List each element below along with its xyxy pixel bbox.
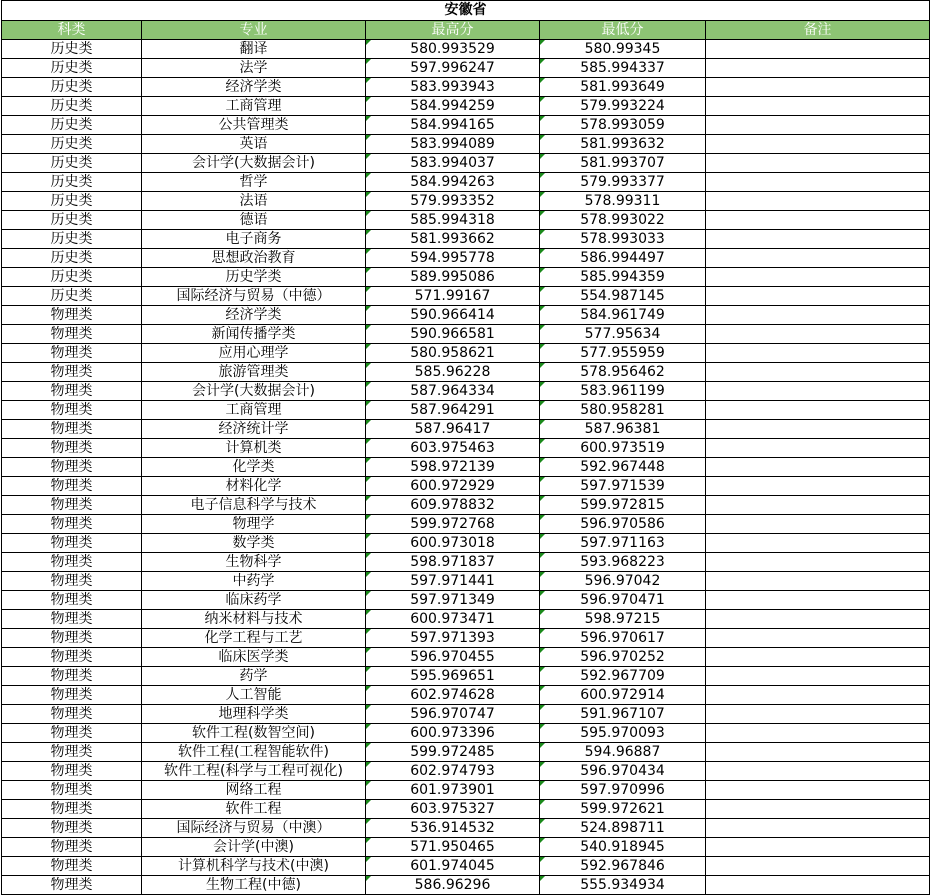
table-row — [2, 534, 930, 553]
category-cell[interactable]: 历史类 — [2, 78, 142, 97]
major-cell[interactable]: 软件工程(工程智能软件) — [142, 743, 366, 762]
max-score-cell[interactable]: 536.914532 — [366, 819, 540, 838]
major-cell[interactable]: 思想政治教育 — [142, 249, 366, 268]
min-score-cell[interactable]: 540.918945 — [540, 838, 706, 857]
min-score-cell[interactable]: 597.970996 — [540, 781, 706, 800]
min-score-cell[interactable]: 585.994359 — [540, 268, 706, 287]
table-row — [2, 800, 930, 819]
max-score-cell[interactable]: 581.993662 — [366, 230, 540, 249]
remarks-cell[interactable] — [706, 40, 930, 59]
min-score-cell[interactable]: 597.971539 — [540, 477, 706, 496]
major-cell[interactable]: 国际经济与贸易（中澳） — [142, 819, 366, 838]
category-cell[interactable]: 物理类 — [2, 363, 142, 382]
major-cell[interactable]: 化学工程与工艺 — [142, 629, 366, 648]
min-score-cell[interactable]: 596.970434 — [540, 762, 706, 781]
category-cell[interactable]: 历史类 — [2, 173, 142, 192]
min-score-cell[interactable]: 581.993707 — [540, 154, 706, 173]
category-cell[interactable]: 物理类 — [2, 876, 142, 895]
remarks-cell[interactable] — [706, 401, 930, 420]
category-cell[interactable]: 物理类 — [2, 534, 142, 553]
remarks-cell[interactable] — [706, 420, 930, 439]
remarks-cell[interactable] — [706, 857, 930, 876]
min-score-cell[interactable]: 599.972815 — [540, 496, 706, 515]
max-score-cell[interactable]: 603.975327 — [366, 800, 540, 819]
max-score-cell[interactable]: 583.993943 — [366, 78, 540, 97]
table-row — [2, 230, 930, 249]
max-score-cell[interactable]: 580.958621 — [366, 344, 540, 363]
max-score-cell[interactable]: 600.973471 — [366, 610, 540, 629]
table-row — [2, 97, 930, 116]
table-row — [2, 420, 930, 439]
remarks-cell[interactable] — [706, 230, 930, 249]
category-cell[interactable]: 物理类 — [2, 401, 142, 420]
major-cell[interactable]: 经济统计学 — [142, 420, 366, 439]
remarks-cell[interactable] — [706, 667, 930, 686]
category-cell[interactable]: 历史类 — [2, 59, 142, 78]
category-cell[interactable]: 历史类 — [2, 116, 142, 135]
major-cell[interactable]: 公共管理类 — [142, 116, 366, 135]
max-score-cell[interactable]: 571.950465 — [366, 838, 540, 857]
table-row — [2, 762, 930, 781]
table-row — [2, 876, 930, 895]
table-body — [2, 40, 930, 895]
max-score-cell[interactable]: 601.974045 — [366, 857, 540, 876]
max-score-cell[interactable]: 580.993529 — [366, 40, 540, 59]
major-cell[interactable]: 经济学类 — [142, 306, 366, 325]
major-cell[interactable]: 网络工程 — [142, 781, 366, 800]
table-row — [2, 59, 930, 78]
remarks-cell[interactable] — [706, 496, 930, 515]
min-score-cell[interactable]: 587.96381 — [540, 420, 706, 439]
table-row — [2, 382, 930, 401]
max-score-cell[interactable]: 598.972139 — [366, 458, 540, 477]
header-major[interactable]: 专业 — [142, 21, 366, 40]
major-cell[interactable]: 软件工程(数智空间) — [142, 724, 366, 743]
max-score-cell[interactable]: 596.970747 — [366, 705, 540, 724]
table-row — [2, 439, 930, 458]
remarks-cell[interactable] — [706, 306, 930, 325]
major-cell[interactable]: 材料化学 — [142, 477, 366, 496]
category-cell[interactable]: 物理类 — [2, 439, 142, 458]
min-score-cell[interactable]: 555.934934 — [540, 876, 706, 895]
min-score-cell[interactable]: 597.971163 — [540, 534, 706, 553]
table-row — [2, 154, 930, 173]
major-cell[interactable]: 法学 — [142, 59, 366, 78]
category-cell[interactable]: 物理类 — [2, 325, 142, 344]
min-score-cell[interactable]: 596.970252 — [540, 648, 706, 667]
min-score-cell[interactable]: 596.970617 — [540, 629, 706, 648]
remarks-cell[interactable] — [706, 268, 930, 287]
max-score-cell[interactable]: 597.971441 — [366, 572, 540, 591]
header-min-score[interactable]: 最低分 — [540, 21, 706, 40]
remarks-cell[interactable] — [706, 97, 930, 116]
max-score-cell[interactable]: 571.99167 — [366, 287, 540, 306]
remarks-cell[interactable] — [706, 724, 930, 743]
table-row — [2, 477, 930, 496]
min-score-cell[interactable]: 584.961749 — [540, 306, 706, 325]
max-score-cell[interactable]: 603.975463 — [366, 439, 540, 458]
category-cell[interactable]: 历史类 — [2, 135, 142, 154]
category-cell[interactable]: 物理类 — [2, 515, 142, 534]
remarks-cell[interactable] — [706, 192, 930, 211]
remarks-cell[interactable] — [706, 325, 930, 344]
remarks-cell[interactable] — [706, 705, 930, 724]
major-cell[interactable]: 应用心理学 — [142, 344, 366, 363]
major-cell[interactable]: 会计学(大数据会计) — [142, 154, 366, 173]
min-score-cell[interactable]: 599.972621 — [540, 800, 706, 819]
header-category[interactable]: 科类 — [2, 21, 142, 40]
major-cell[interactable]: 生物工程(中德) — [142, 876, 366, 895]
min-score-cell[interactable]: 592.967448 — [540, 458, 706, 477]
min-score-cell[interactable]: 578.993059 — [540, 116, 706, 135]
remarks-cell[interactable] — [706, 173, 930, 192]
max-score-cell[interactable]: 597.996247 — [366, 59, 540, 78]
max-score-cell[interactable]: 609.978832 — [366, 496, 540, 515]
max-score-cell[interactable]: 583.994089 — [366, 135, 540, 154]
table-row — [2, 610, 930, 629]
category-cell[interactable]: 物理类 — [2, 458, 142, 477]
major-cell[interactable]: 法语 — [142, 192, 366, 211]
max-score-cell[interactable]: 599.972485 — [366, 743, 540, 762]
table-row — [2, 40, 930, 59]
category-cell[interactable]: 物理类 — [2, 800, 142, 819]
table-row — [2, 515, 930, 534]
remarks-cell[interactable] — [706, 781, 930, 800]
min-score-cell[interactable]: 591.967107 — [540, 705, 706, 724]
major-cell[interactable]: 会计学(中澳) — [142, 838, 366, 857]
max-score-cell[interactable]: 600.973018 — [366, 534, 540, 553]
max-score-cell[interactable]: 585.994318 — [366, 211, 540, 230]
min-score-cell[interactable]: 580.958281 — [540, 401, 706, 420]
major-cell[interactable]: 英语 — [142, 135, 366, 154]
max-score-cell[interactable]: 596.970455 — [366, 648, 540, 667]
max-score-cell[interactable]: 590.966581 — [366, 325, 540, 344]
max-score-cell[interactable]: 602.974628 — [366, 686, 540, 705]
remarks-cell[interactable] — [706, 135, 930, 154]
table-row — [2, 838, 930, 857]
min-score-cell[interactable]: 596.970471 — [540, 591, 706, 610]
min-score-cell[interactable]: 593.968223 — [540, 553, 706, 572]
min-score-cell[interactable]: 577.95634 — [540, 325, 706, 344]
category-cell[interactable]: 物理类 — [2, 743, 142, 762]
category-cell[interactable]: 物理类 — [2, 572, 142, 591]
min-score-cell[interactable]: 579.993377 — [540, 173, 706, 192]
major-cell[interactable]: 工商管理 — [142, 97, 366, 116]
remarks-cell[interactable] — [706, 648, 930, 667]
table-row — [2, 192, 930, 211]
major-cell[interactable]: 经济学类 — [142, 78, 366, 97]
category-cell[interactable]: 物理类 — [2, 667, 142, 686]
remarks-cell[interactable] — [706, 876, 930, 895]
major-cell[interactable]: 纳米材料与技术 — [142, 610, 366, 629]
major-cell[interactable]: 物理学 — [142, 515, 366, 534]
major-cell[interactable]: 新闻传播学类 — [142, 325, 366, 344]
major-cell[interactable]: 历史学类 — [142, 268, 366, 287]
max-score-cell[interactable]: 587.96417 — [366, 420, 540, 439]
table-row — [2, 591, 930, 610]
score-table — [1, 0, 930, 895]
max-score-cell[interactable]: 597.971393 — [366, 629, 540, 648]
category-cell[interactable]: 历史类 — [2, 249, 142, 268]
min-score-cell[interactable]: 592.967846 — [540, 857, 706, 876]
max-score-cell[interactable]: 595.969651 — [366, 667, 540, 686]
table-row — [2, 648, 930, 667]
table-row — [2, 325, 930, 344]
major-cell[interactable]: 人工智能 — [142, 686, 366, 705]
major-cell[interactable]: 软件工程(科学与工程可视化) — [142, 762, 366, 781]
major-cell[interactable]: 药学 — [142, 667, 366, 686]
table-row — [2, 496, 930, 515]
remarks-cell[interactable] — [706, 515, 930, 534]
max-score-cell[interactable]: 598.971837 — [366, 553, 540, 572]
major-cell[interactable]: 旅游管理类 — [142, 363, 366, 382]
category-cell[interactable]: 物理类 — [2, 762, 142, 781]
major-cell[interactable]: 生物科学 — [142, 553, 366, 572]
category-cell[interactable]: 物理类 — [2, 591, 142, 610]
max-score-cell[interactable]: 586.96296 — [366, 876, 540, 895]
min-score-cell[interactable]: 578.993033 — [540, 230, 706, 249]
max-score-cell[interactable]: 584.994259 — [366, 97, 540, 116]
max-score-cell[interactable]: 584.994263 — [366, 173, 540, 192]
major-cell[interactable]: 数学类 — [142, 534, 366, 553]
remarks-cell[interactable] — [706, 743, 930, 762]
table-row — [2, 116, 930, 135]
min-score-cell[interactable]: 595.970093 — [540, 724, 706, 743]
remarks-cell[interactable] — [706, 78, 930, 97]
category-cell[interactable]: 物理类 — [2, 344, 142, 363]
table-row — [2, 363, 930, 382]
table-row — [2, 249, 930, 268]
table-row — [2, 781, 930, 800]
category-cell[interactable]: 物理类 — [2, 477, 142, 496]
remarks-cell[interactable] — [706, 458, 930, 477]
max-score-cell[interactable]: 600.972929 — [366, 477, 540, 496]
table-row — [2, 173, 930, 192]
min-score-cell[interactable]: 600.973519 — [540, 439, 706, 458]
remarks-cell[interactable] — [706, 59, 930, 78]
min-score-cell[interactable]: 583.961199 — [540, 382, 706, 401]
category-cell[interactable]: 物理类 — [2, 838, 142, 857]
category-cell[interactable]: 物理类 — [2, 496, 142, 515]
remarks-cell[interactable] — [706, 629, 930, 648]
max-score-cell[interactable]: 583.994037 — [366, 154, 540, 173]
header-remarks[interactable]: 备注 — [706, 21, 930, 40]
major-cell[interactable]: 德语 — [142, 211, 366, 230]
table-row — [2, 135, 930, 154]
max-score-cell[interactable]: 599.972768 — [366, 515, 540, 534]
category-cell[interactable]: 历史类 — [2, 268, 142, 287]
header-row — [2, 21, 930, 40]
table-row — [2, 458, 930, 477]
table-row — [2, 344, 930, 363]
remarks-cell[interactable] — [706, 382, 930, 401]
table-row — [2, 857, 930, 876]
major-cell[interactable]: 临床医学类 — [142, 648, 366, 667]
major-cell[interactable]: 电子商务 — [142, 230, 366, 249]
min-score-cell[interactable]: 579.993224 — [540, 97, 706, 116]
major-cell[interactable]: 计算机科学与技术(中澳) — [142, 857, 366, 876]
table-row — [2, 78, 930, 97]
major-cell[interactable]: 电子信息科学与技术 — [142, 496, 366, 515]
table-row — [2, 724, 930, 743]
min-score-cell[interactable]: 580.99345 — [540, 40, 706, 59]
table-row — [2, 705, 930, 724]
category-cell[interactable]: 历史类 — [2, 211, 142, 230]
table-row — [2, 686, 930, 705]
remarks-cell[interactable] — [706, 838, 930, 857]
category-cell[interactable]: 历史类 — [2, 97, 142, 116]
category-cell[interactable]: 历史类 — [2, 192, 142, 211]
category-cell[interactable]: 历史类 — [2, 154, 142, 173]
min-score-cell[interactable]: 586.994497 — [540, 249, 706, 268]
remarks-cell[interactable] — [706, 344, 930, 363]
remarks-cell[interactable] — [706, 572, 930, 591]
remarks-cell[interactable] — [706, 610, 930, 629]
min-score-cell[interactable]: 594.96887 — [540, 743, 706, 762]
major-cell[interactable]: 软件工程 — [142, 800, 366, 819]
remarks-cell[interactable] — [706, 534, 930, 553]
table-row — [2, 401, 930, 420]
max-score-cell[interactable]: 600.973396 — [366, 724, 540, 743]
major-cell[interactable]: 中药学 — [142, 572, 366, 591]
max-score-cell[interactable]: 601.973901 — [366, 781, 540, 800]
max-score-cell[interactable]: 587.964334 — [366, 382, 540, 401]
max-score-cell[interactable]: 579.993352 — [366, 192, 540, 211]
major-cell[interactable]: 工商管理 — [142, 401, 366, 420]
major-cell[interactable]: 国际经济与贸易（中德） — [142, 287, 366, 306]
min-score-cell[interactable]: 524.898711 — [540, 819, 706, 838]
min-score-cell[interactable]: 581.993649 — [540, 78, 706, 97]
min-score-cell[interactable]: 585.994337 — [540, 59, 706, 78]
remarks-cell[interactable] — [706, 154, 930, 173]
remarks-cell[interactable] — [706, 477, 930, 496]
remarks-cell[interactable] — [706, 553, 930, 572]
table-row — [2, 629, 930, 648]
major-cell[interactable]: 哲学 — [142, 173, 366, 192]
min-score-cell[interactable]: 592.967709 — [540, 667, 706, 686]
max-score-cell[interactable]: 585.96228 — [366, 363, 540, 382]
major-cell[interactable]: 临床药学 — [142, 591, 366, 610]
category-cell[interactable]: 物理类 — [2, 705, 142, 724]
max-score-cell[interactable]: 584.994165 — [366, 116, 540, 135]
category-cell[interactable]: 历史类 — [2, 230, 142, 249]
remarks-cell[interactable] — [706, 686, 930, 705]
category-cell[interactable]: 历史类 — [2, 287, 142, 306]
major-cell[interactable]: 计算机类 — [142, 439, 366, 458]
min-score-cell[interactable]: 581.993632 — [540, 135, 706, 154]
major-cell[interactable]: 会计学(大数据会计) — [142, 382, 366, 401]
remarks-cell[interactable] — [706, 116, 930, 135]
table-row — [2, 667, 930, 686]
category-cell[interactable]: 物理类 — [2, 610, 142, 629]
remarks-cell[interactable] — [706, 249, 930, 268]
header-max-score[interactable]: 最高分 — [366, 21, 540, 40]
min-score-cell[interactable]: 596.97042 — [540, 572, 706, 591]
min-score-cell[interactable]: 598.97215 — [540, 610, 706, 629]
major-cell[interactable]: 地理科学类 — [142, 705, 366, 724]
major-cell[interactable]: 化学类 — [142, 458, 366, 477]
table-row — [2, 819, 930, 838]
sheet-title[interactable]: 安徽省 — [2, 1, 930, 21]
min-score-cell[interactable]: 596.970586 — [540, 515, 706, 534]
remarks-cell[interactable] — [706, 439, 930, 458]
category-cell[interactable]: 物理类 — [2, 724, 142, 743]
major-cell[interactable]: 翻译 — [142, 40, 366, 59]
remarks-cell[interactable] — [706, 800, 930, 819]
category-cell[interactable]: 物理类 — [2, 420, 142, 439]
max-score-cell[interactable]: 602.974793 — [366, 762, 540, 781]
min-score-cell[interactable]: 577.955959 — [540, 344, 706, 363]
table-row — [2, 306, 930, 325]
table-row — [2, 268, 930, 287]
max-score-cell[interactable]: 589.995086 — [366, 268, 540, 287]
table-row — [2, 211, 930, 230]
table-row — [2, 572, 930, 591]
min-score-cell[interactable]: 578.993022 — [540, 211, 706, 230]
category-cell[interactable]: 物理类 — [2, 629, 142, 648]
min-score-cell[interactable]: 578.99311 — [540, 192, 706, 211]
category-cell[interactable]: 物理类 — [2, 781, 142, 800]
remarks-cell[interactable] — [706, 211, 930, 230]
category-cell[interactable]: 物理类 — [2, 857, 142, 876]
max-score-cell[interactable]: 597.971349 — [366, 591, 540, 610]
table-row — [2, 287, 930, 306]
category-cell[interactable]: 物理类 — [2, 553, 142, 572]
remarks-cell[interactable] — [706, 287, 930, 306]
table-row — [2, 553, 930, 572]
max-score-cell[interactable]: 594.995778 — [366, 249, 540, 268]
table-row — [2, 743, 930, 762]
min-score-cell[interactable]: 578.956462 — [540, 363, 706, 382]
remarks-cell[interactable] — [706, 591, 930, 610]
category-cell[interactable]: 物理类 — [2, 306, 142, 325]
category-cell[interactable]: 物理类 — [2, 382, 142, 401]
min-score-cell[interactable]: 554.987145 — [540, 287, 706, 306]
remarks-cell[interactable] — [706, 762, 930, 781]
max-score-cell[interactable]: 590.966414 — [366, 306, 540, 325]
min-score-cell[interactable]: 600.972914 — [540, 686, 706, 705]
remarks-cell[interactable] — [706, 363, 930, 382]
category-cell[interactable]: 历史类 — [2, 40, 142, 59]
max-score-cell[interactable]: 587.964291 — [366, 401, 540, 420]
category-cell[interactable]: 物理类 — [2, 686, 142, 705]
category-cell[interactable]: 物理类 — [2, 648, 142, 667]
remarks-cell[interactable] — [706, 819, 930, 838]
category-cell[interactable]: 物理类 — [2, 819, 142, 838]
